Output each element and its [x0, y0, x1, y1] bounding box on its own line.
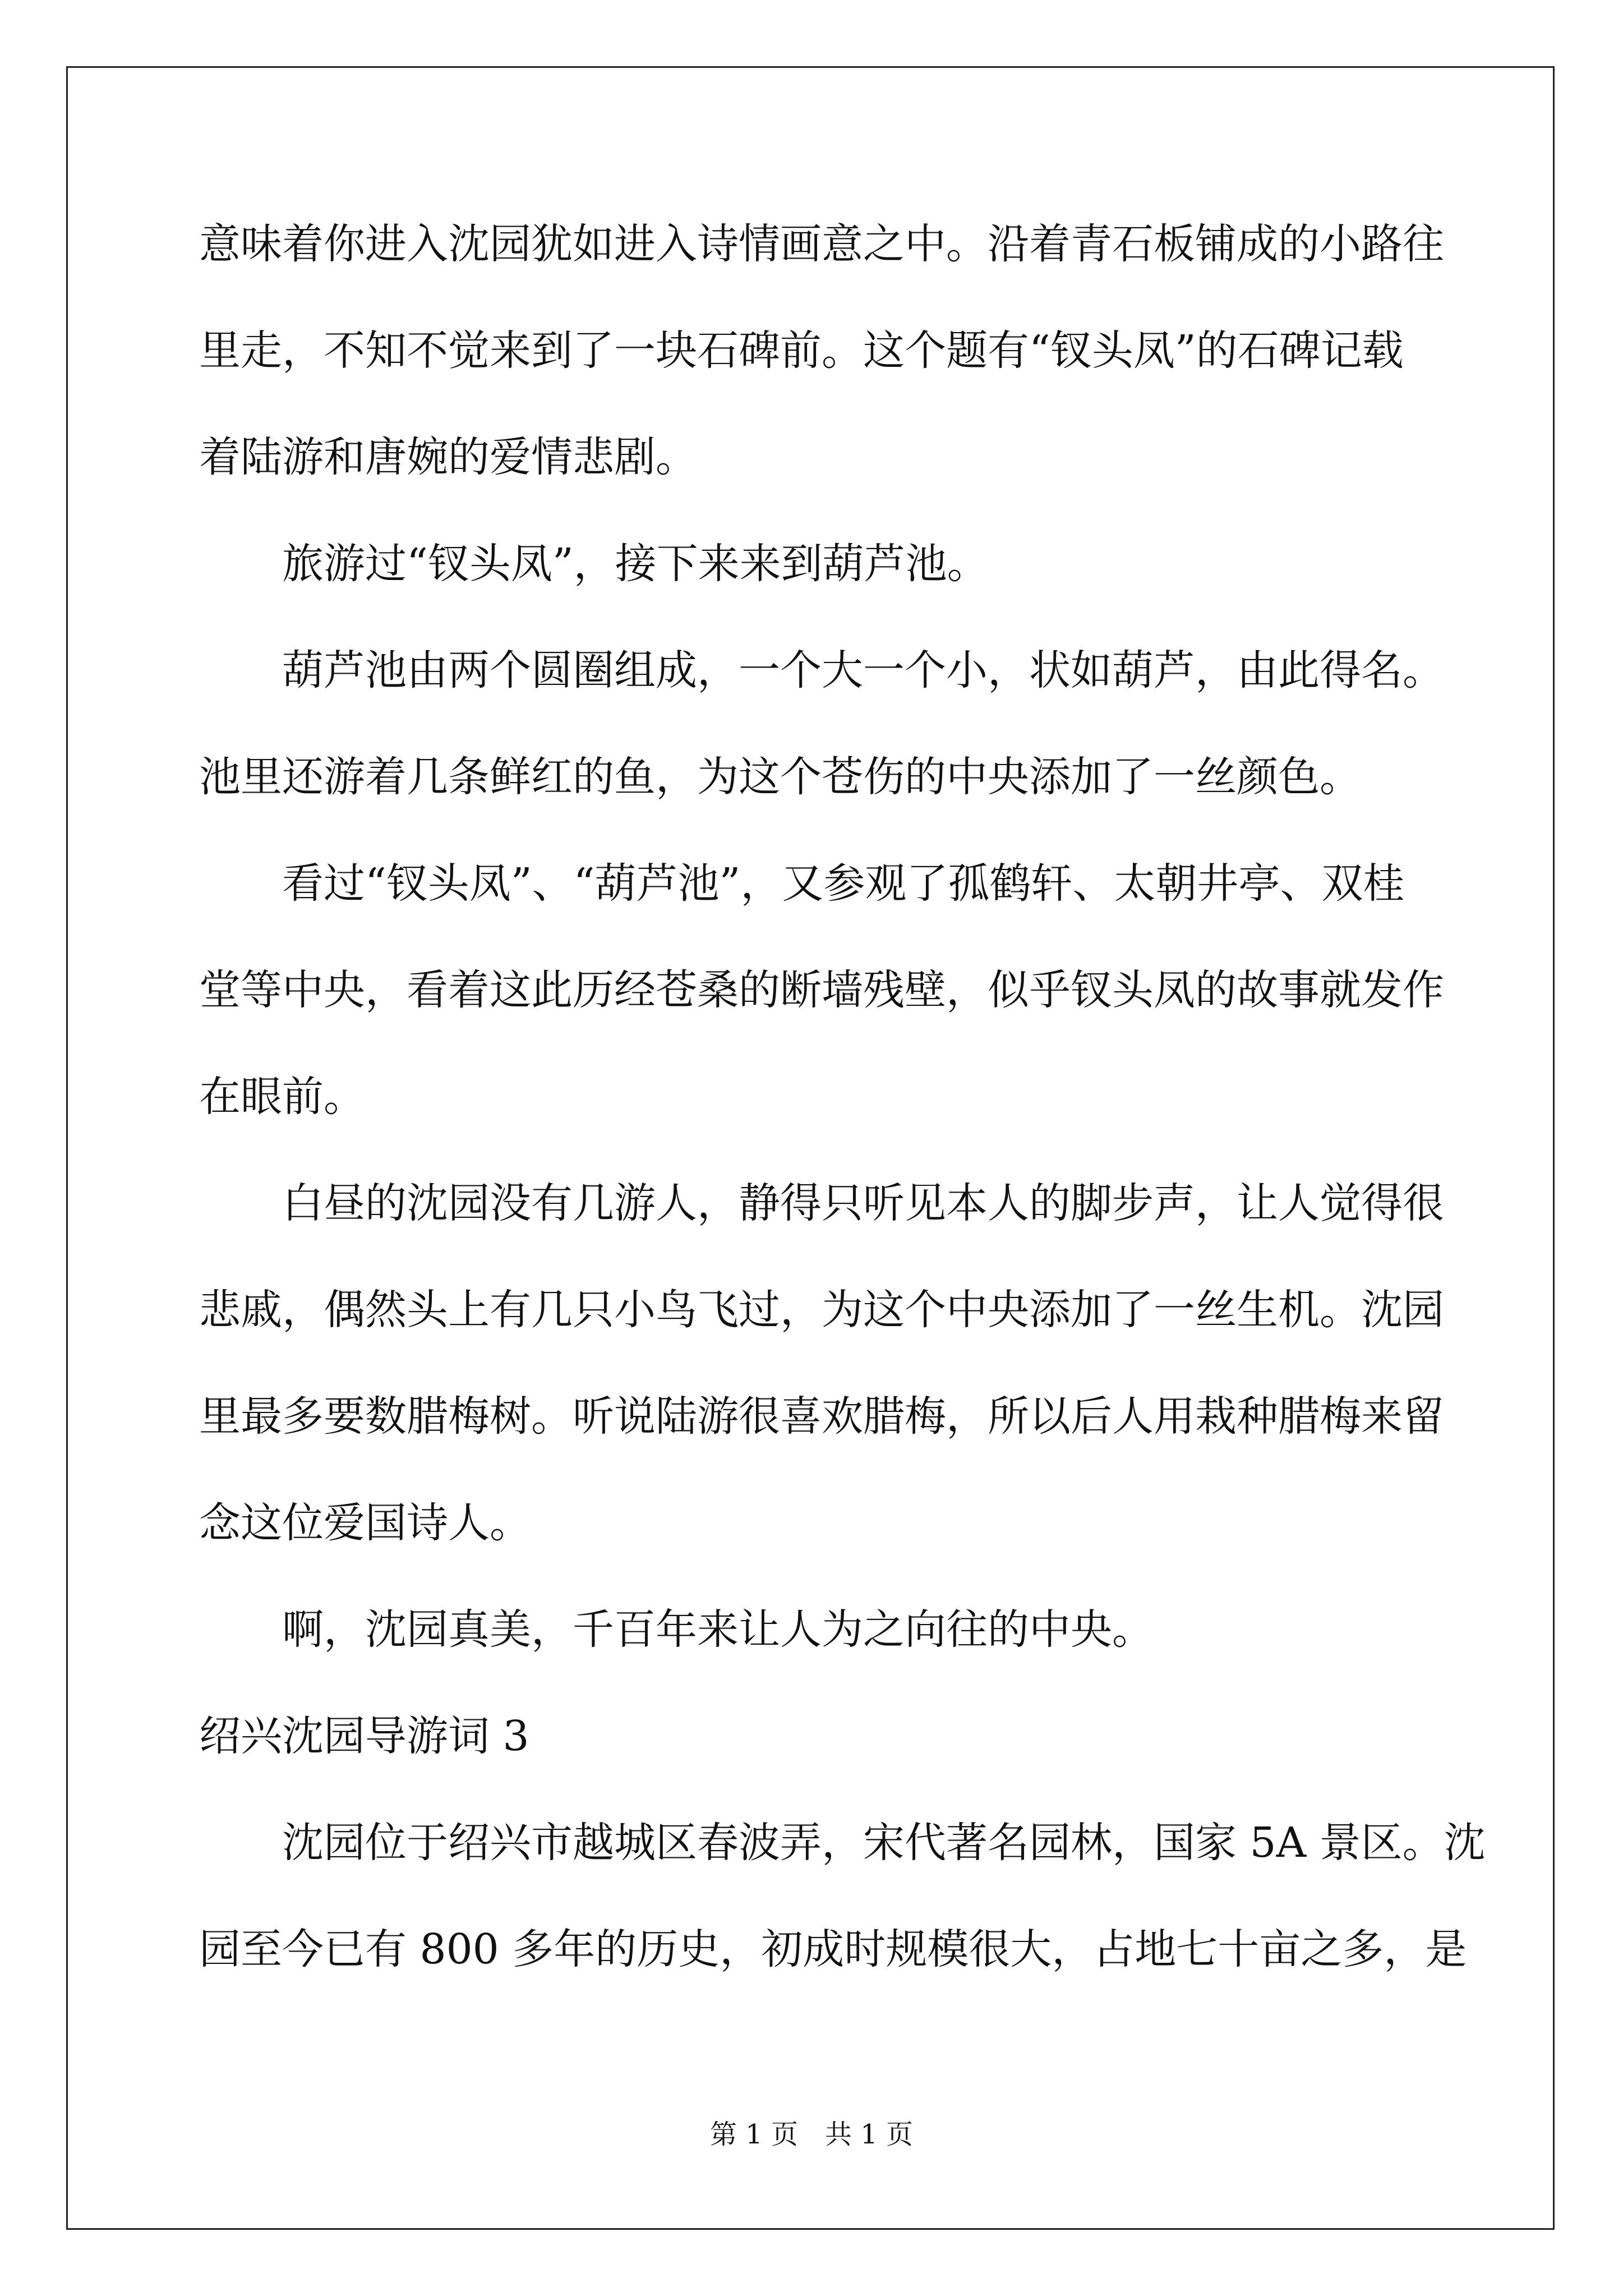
paragraph-start: 旅游过“钗头凤”，接下来来到葫芦池。 — [282, 540, 989, 588]
paragraph-start: 葫芦池由两个圆圈组成，一个大一个小，状如葫芦，由此得名。 — [282, 646, 1444, 694]
body-line: 悲戚，偶然头上有几只小鸟飞过，为这个中央添加了一丝生机。沈园 — [199, 1286, 1444, 1334]
page-footer: 第 1 页 共 1 页 — [709, 2119, 914, 2150]
paragraph-start: 啊，沈园真美，千百年来让人为之向往的中央。 — [282, 1605, 1154, 1654]
body-line: 意味着你进入沈园犹如进入诗情画意之中。沿着青石板铺成的小路往 — [199, 220, 1444, 268]
paragraph-start: 沈园位于绍兴市越城区春波弄，宋代著名园林，国家 5A 景区。沈 — [282, 1819, 1486, 1867]
paragraph-start: 白昼的沈园没有几游人，静得只听见本人的脚步声，让人觉得很 — [282, 1179, 1444, 1227]
body-line: 着陆游和唐婉的爱情悲剧。 — [199, 433, 697, 481]
body-line: 池里还游着几条鲜红的鱼，为这个苍伤的中央添加了一丝颜色。 — [199, 753, 1361, 801]
body-line: 堂等中央，看着这此历经苍桑的断墙残壁，似乎钗头凤的故事就发作 — [199, 966, 1444, 1014]
body-line: 园至今已有 800 多年的历史，初成时规模很大，占地七十亩之多，是 — [199, 1925, 1467, 1973]
paragraph-start: 看过“钗头凤”、“葫芦池”，又参观了孤鹤轩、太朝井亭、双桂 — [282, 859, 1405, 908]
body-line: 在眼前。 — [199, 1073, 365, 1121]
section-heading: 绍兴沈园导游词 3 — [199, 1712, 529, 1760]
body-line: 念这位爱国诗人。 — [199, 1499, 531, 1547]
page-border — [66, 66, 1555, 2230]
body-line: 里走，不知不觉来到了一块石碑前。这个题有“钗头凤”的石碑记载 — [199, 326, 1404, 375]
body-line: 里最多要数腊梅树。听说陆游很喜欢腊梅，所以后人用栽种腊梅来留 — [199, 1392, 1444, 1441]
